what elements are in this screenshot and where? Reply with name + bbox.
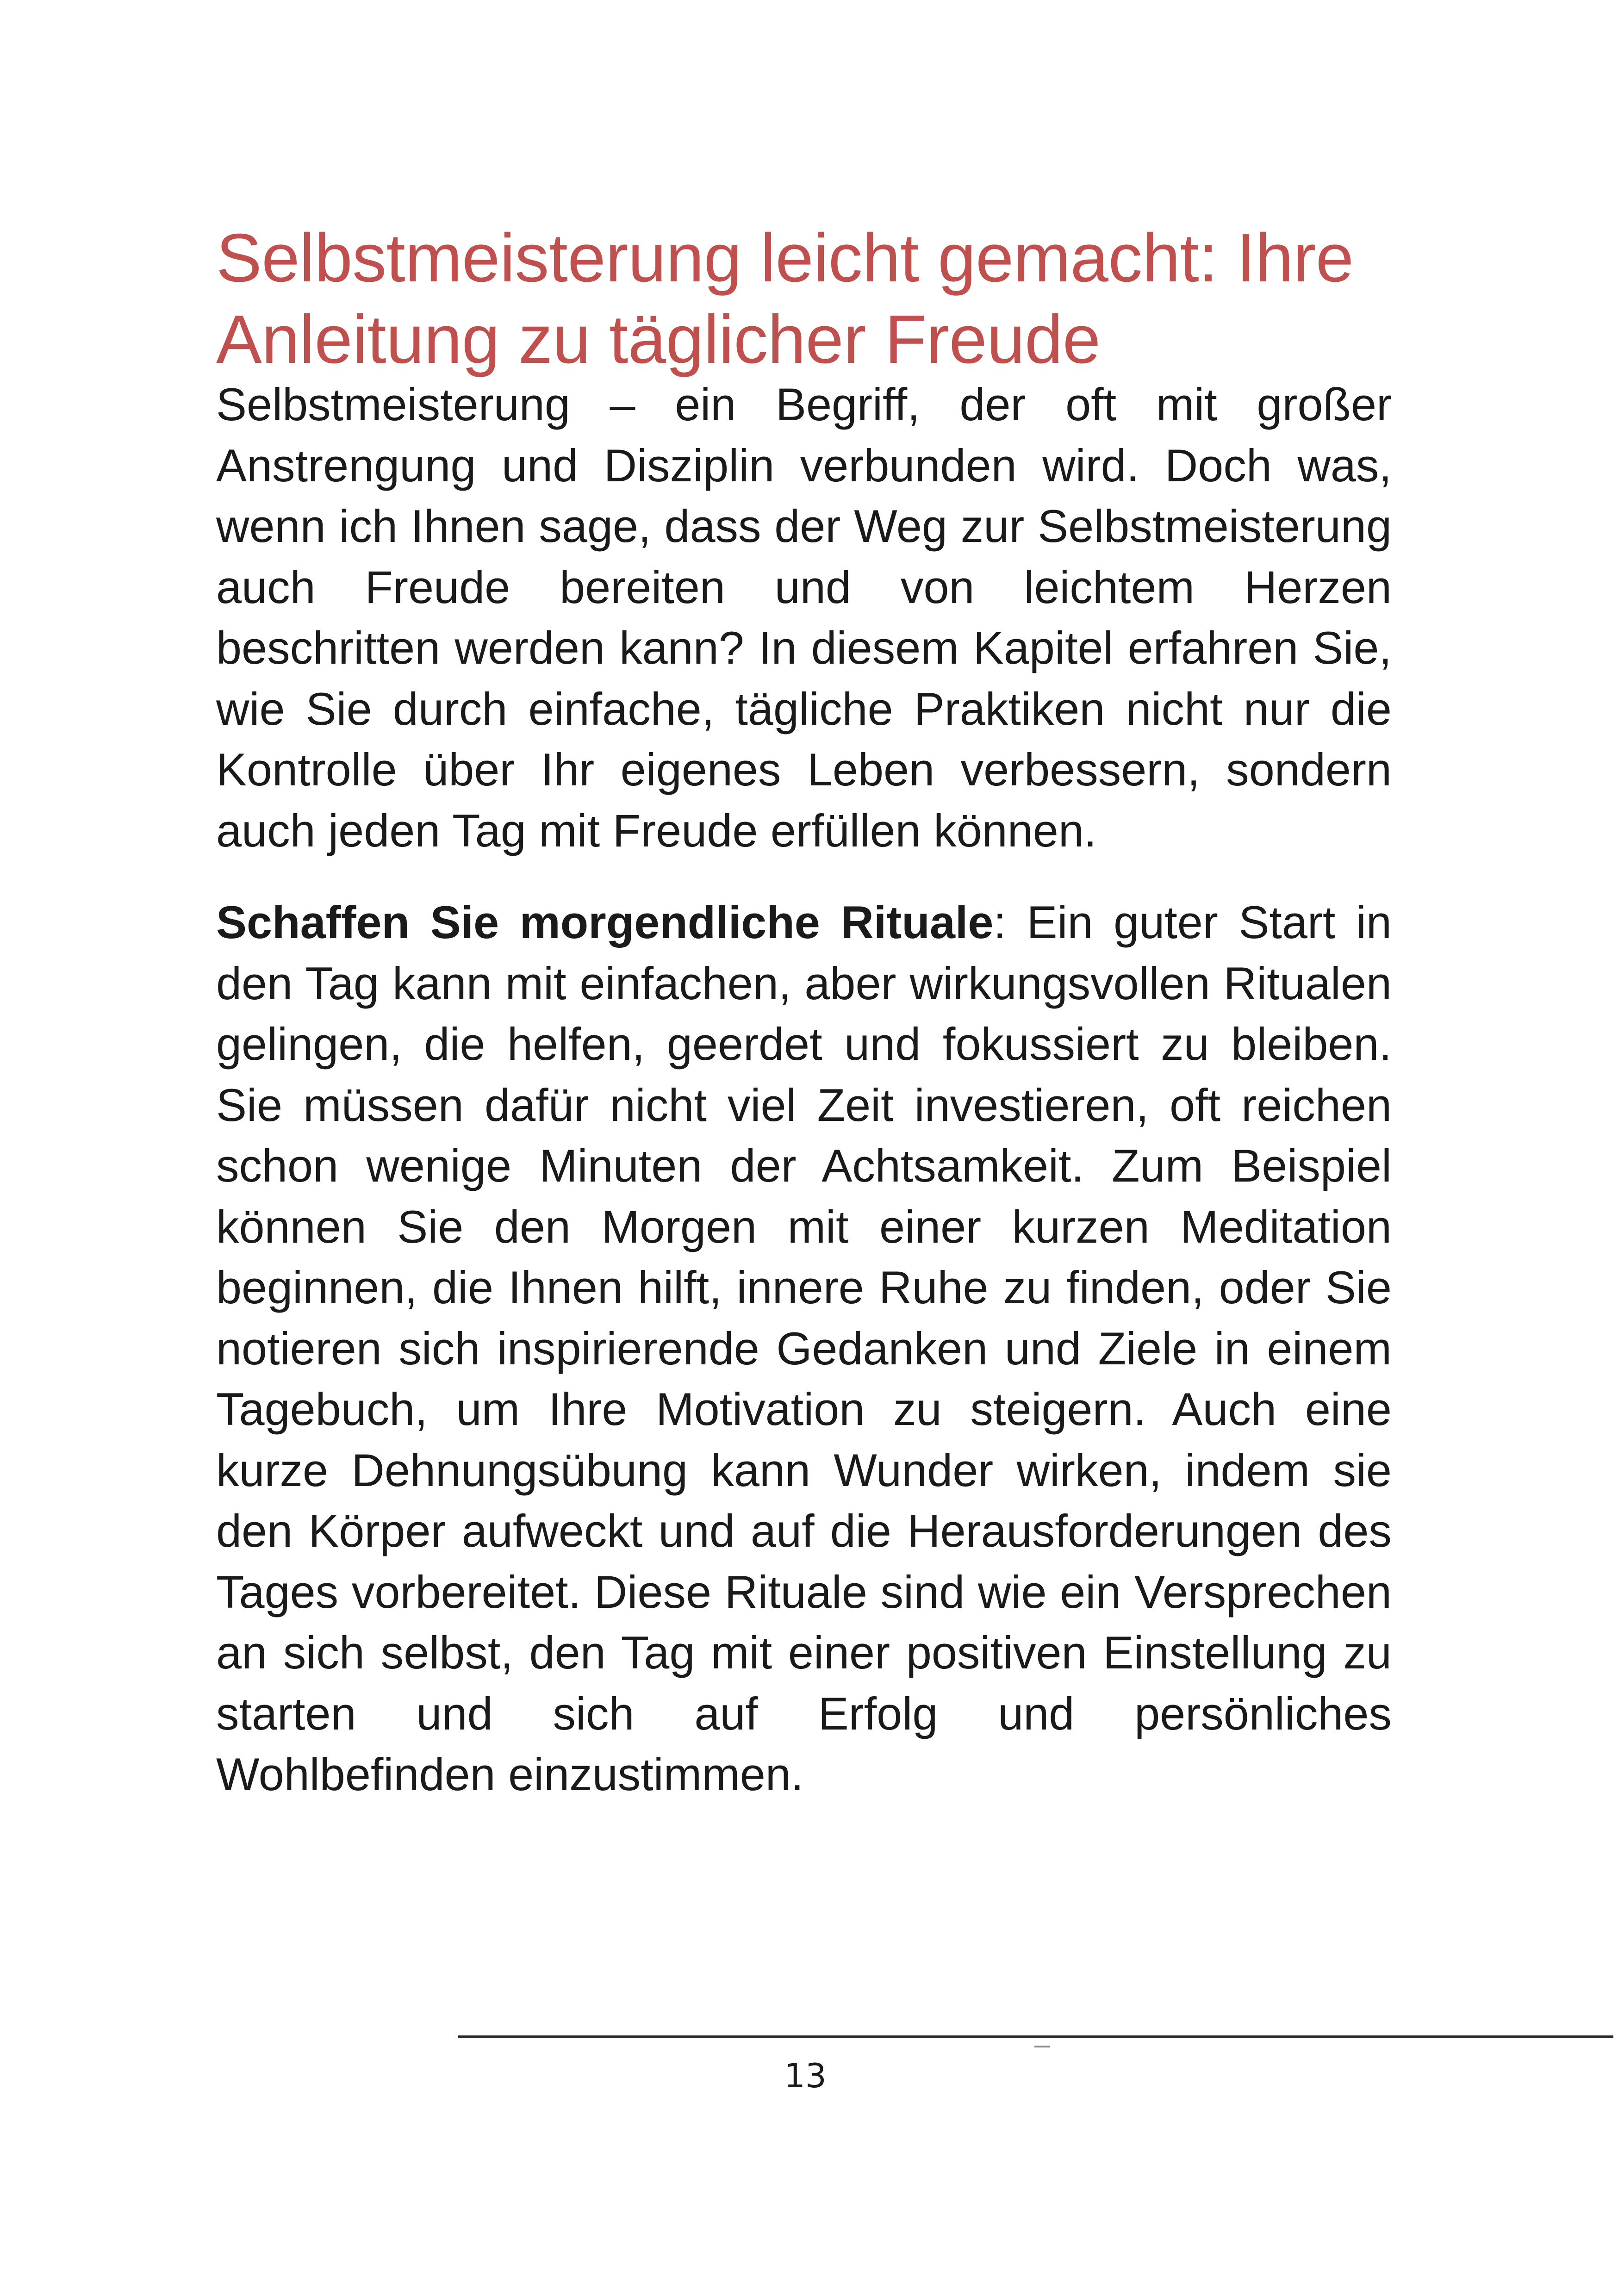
page-number: 13 [784,2056,827,2095]
intro-paragraph: Selbstmeisterung – ein Begriff, der oft mit großer Anstrengung und Disziplin verbunden wird. Doch was, wenn ich Ihnen sage, dass der Weg zur Selbstmeisterung auch Freude bereiten und von leichtem Herzen beschritten werden kann? In diesem Kapitel erfahren Sie, wie Sie durch einfache, tägliche Praktiken nicht nur die Kontrolle über Ihr eigenes Leben verbessern, sondern auch jeden Tag mit Freude erfüllen können. [216,379,1392,856]
rituals-paragraph-text: : Ein guter Start in den Tag kann mit einfachen, aber wirkungsvollen Ritualen gelingen, die helfen, geerdet und fokussiert zu bleiben. Sie müssen dafür nicht viel Zeit investieren, oft reichen schon wenige Minuten der Achtsamkeit. Zum Beispiel können Sie den Morgen mit einer kurzen Meditation beginnen, die Ihnen hilft, innere Ruhe zu finden, oder Sie notieren sich inspirierende Gedanken und Ziele in einem Tagebuch, um Ihre Motivation zu steigern. Auch eine kurze Dehnungsübung kann Wunder wirken, indem sie den Körper aufweckt und auf die Herausforderungen des Tages vorbereitet. Diese Rituale sind wie ein Versprechen an sich selbst, den Tag mit einer positiven Einstellung zu starten und sich auf Erfolg und persönliches Wohlbefinden einzustimmen. [216,896,1392,1800]
footer-tick-mark [1034,2046,1050,2047]
chapter-title: Selbstmeisterung leicht gemacht: Ihre Anleitung zu täglicher Freude [216,220,1354,378]
page-content [216,218,1392,1805]
rituals-paragraph [216,892,1392,1805]
footer-divider [458,2035,1613,2038]
rituals-lead-heading: Schaffen Sie morgendliche Rituale [216,896,994,948]
